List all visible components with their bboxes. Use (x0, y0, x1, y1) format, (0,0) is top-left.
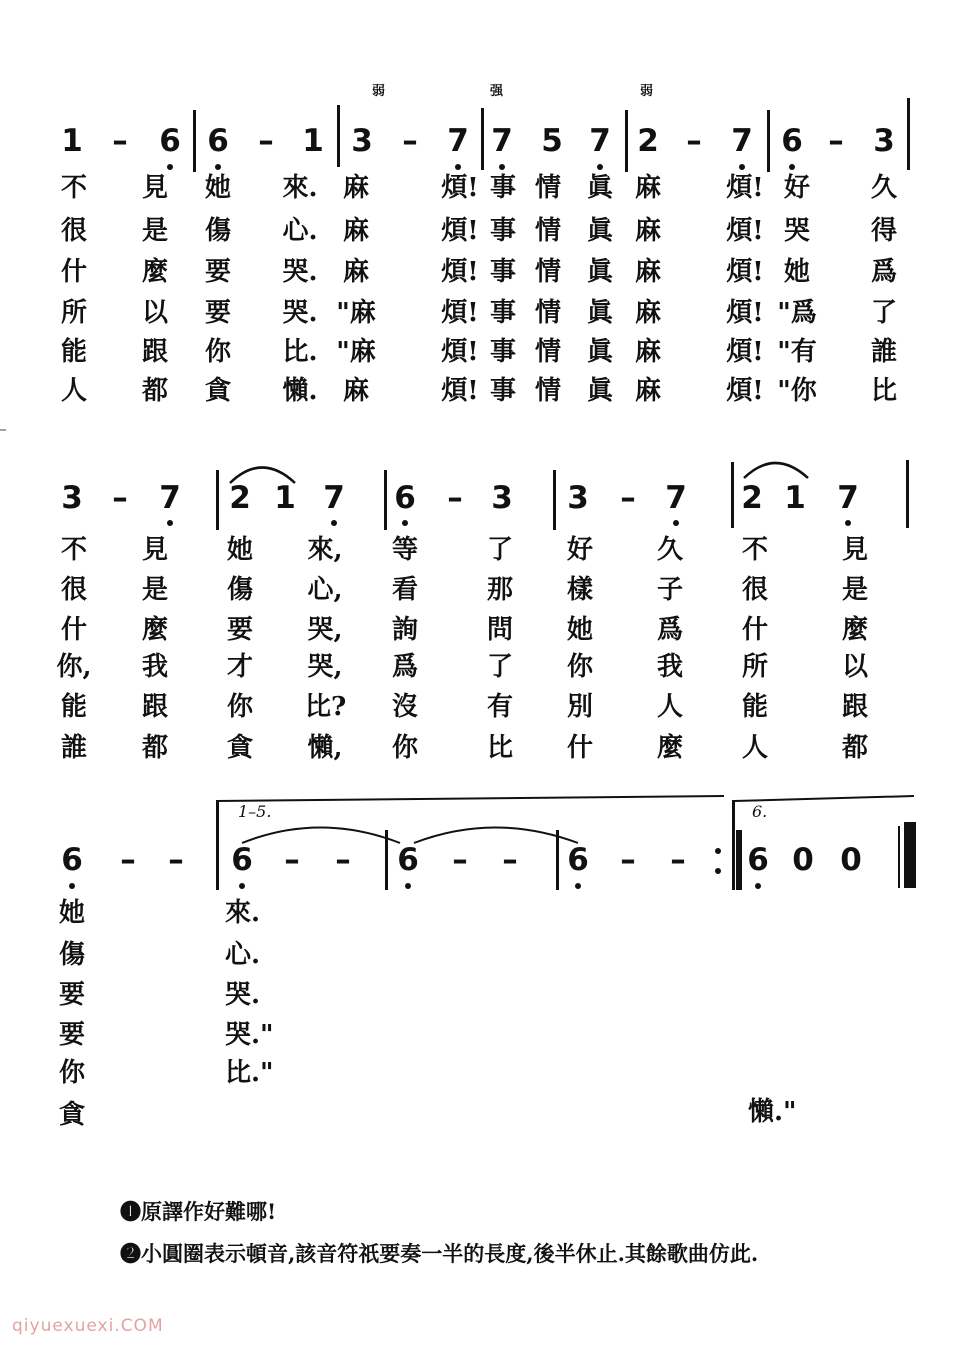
lyric: 她 (226, 535, 253, 565)
lyric: 你 (391, 733, 418, 763)
note: 3 (873, 123, 895, 159)
note: 2 (741, 480, 763, 516)
lyric: 比. (282, 337, 318, 367)
lyric: 要 (204, 257, 231, 287)
rest: 0 (840, 842, 862, 878)
lyric: 跟 (841, 692, 868, 722)
note: 3 (61, 480, 83, 516)
lyric: 麻 (634, 257, 661, 287)
lyric: 人 (741, 733, 768, 763)
lyric: 麻 (634, 173, 661, 203)
note: 7 (323, 480, 345, 516)
slur (744, 463, 808, 478)
lyric: 眞 (586, 298, 613, 328)
lyric: 煩! (726, 298, 764, 328)
lyric: 爲 (870, 257, 897, 287)
lyric: 比 (486, 733, 513, 763)
dash: – (120, 842, 136, 878)
lyric: 事 (489, 216, 516, 246)
lyric: 以 (141, 298, 168, 328)
lyric: 她 (783, 257, 810, 287)
lyric: "麻 (336, 298, 376, 328)
lyric: 懶, (307, 733, 343, 763)
note: 6 (781, 123, 803, 159)
lyric: 情 (534, 216, 561, 246)
dash: – (168, 842, 184, 878)
lyric: 不 (60, 535, 87, 565)
lyric: 她 (566, 615, 593, 645)
lyric: 麻 (634, 376, 661, 406)
lyric: 心. (225, 940, 261, 970)
dash: – (828, 123, 844, 159)
note: 3 (491, 480, 513, 516)
lyric: 都 (141, 376, 168, 406)
watermark: qiyuexuexi.COM (12, 1316, 164, 1336)
lyric: 麼 (141, 615, 168, 645)
lyric: 你 (58, 1058, 85, 1088)
slur (230, 468, 295, 484)
volta-2-line (734, 796, 914, 801)
lyric: 你 (566, 652, 593, 682)
lyric: 是 (141, 575, 168, 605)
note: 7 (159, 480, 181, 516)
lyric: 所 (60, 298, 87, 328)
note: 1 (274, 480, 296, 516)
lyric: 什 (60, 257, 87, 287)
dash: – (620, 842, 636, 878)
lyric: 傷 (58, 940, 85, 970)
dash: – (620, 480, 636, 516)
lyric: 很 (741, 575, 768, 605)
note: 7 (665, 480, 687, 516)
lyric: 爲 (391, 652, 418, 682)
dash: – (284, 842, 300, 878)
lyric: 煩! (441, 337, 479, 367)
lyric: 麼 (656, 733, 683, 763)
lyric: 哭. (225, 980, 261, 1010)
lyric: 要 (58, 1020, 85, 1050)
lyric: 懶." (748, 1097, 797, 1127)
lyric: 哭 (783, 216, 810, 246)
lyric: 煩! (441, 298, 479, 328)
lyric: 久 (656, 535, 683, 565)
lyric: 煩! (726, 257, 764, 287)
note: 6 (159, 123, 181, 159)
slur (242, 828, 400, 844)
lyric: 麻 (342, 173, 369, 203)
lyric: 麼 (141, 257, 168, 287)
lyric: 了 (486, 652, 513, 682)
lyric: 傷 (204, 216, 231, 246)
lyric: 你, (56, 652, 92, 682)
lyric: 不 (741, 535, 768, 565)
lyric: 好 (783, 173, 810, 203)
lyric: 見 (141, 173, 168, 203)
lyric: 心, (307, 575, 343, 605)
lyric: 懶. (282, 376, 318, 406)
lyric: 問 (486, 615, 513, 645)
dash: – (112, 480, 128, 516)
lyric: 什 (566, 733, 593, 763)
lyric: 來, (307, 535, 343, 565)
lyric: 她 (58, 898, 85, 928)
dash: – (452, 842, 468, 878)
lyric: 眞 (586, 376, 613, 406)
lyric: 誰 (60, 733, 87, 763)
lyric: 誰 (870, 337, 897, 367)
lyric: 什 (741, 615, 768, 645)
lyric: 是 (841, 575, 868, 605)
lyric: 事 (489, 298, 516, 328)
lyric: 要 (204, 298, 231, 328)
footnote-1 (120, 1198, 276, 1226)
lyric: 事 (489, 376, 516, 406)
lyric: 情 (534, 298, 561, 328)
note: 7 (731, 123, 753, 159)
lyric: 煩! (441, 257, 479, 287)
lyric: 等 (391, 535, 418, 565)
lyric: 眞 (586, 257, 613, 287)
lyric: 她 (204, 173, 231, 203)
lyric: 能 (741, 692, 768, 722)
dash: – (447, 480, 463, 516)
lyric: 有 (486, 692, 513, 722)
note: 7 (589, 123, 611, 159)
lyric: 麻 (342, 216, 369, 246)
lyric: 了 (486, 535, 513, 565)
note: 7 (837, 480, 859, 516)
note: 3 (351, 123, 373, 159)
lyric: 情 (534, 257, 561, 287)
lyric: 貪 (58, 1100, 85, 1130)
lyric: 人 (60, 376, 87, 406)
note: 6 (747, 842, 769, 878)
lyric: 要 (58, 980, 85, 1010)
lyric: 麻 (342, 376, 369, 406)
dash: – (686, 123, 702, 159)
lyric: 好 (566, 535, 593, 565)
footnote-2-mark: ➋ (120, 1241, 141, 1266)
lyric: 貪 (226, 733, 253, 763)
lyric: 見 (141, 535, 168, 565)
lyric: 事 (489, 257, 516, 287)
lyric: 能 (60, 337, 87, 367)
lyric: 煩! (726, 173, 764, 203)
lyric: 麻 (634, 337, 661, 367)
lyric: 我 (656, 652, 683, 682)
lyric: 眞 (586, 173, 613, 203)
lyric: 那 (486, 575, 513, 605)
footnote-2-text: 小圓圈表示頓音,該音符祇要奏一半的長度,後半休止.其餘歌曲仿此. (141, 1241, 759, 1266)
lyric: 煩! (441, 376, 479, 406)
note: 6 (567, 842, 589, 878)
dash: – (335, 842, 351, 878)
lyric: 要 (226, 615, 253, 645)
lyric: 你 (204, 337, 231, 367)
lyric: 不 (60, 173, 87, 203)
note: 1 (61, 123, 83, 159)
note: 7 (447, 123, 469, 159)
lyric: 麻 (342, 257, 369, 287)
note: 7 (491, 123, 513, 159)
lyric: 跟 (141, 337, 168, 367)
lyric: "麻 (336, 337, 376, 367)
volta-1-label: 1–5. (238, 802, 272, 821)
note: 3 (567, 480, 589, 516)
lyric: 哭. (282, 298, 318, 328)
note: 1 (784, 480, 806, 516)
lyric: 能 (60, 692, 87, 722)
note: 6 (207, 123, 229, 159)
note: 2 (229, 480, 251, 516)
lyric: 比." (225, 1058, 274, 1088)
lyric: 所 (741, 652, 768, 682)
lyric: 才 (226, 652, 253, 682)
lyric: 心. (282, 216, 318, 246)
dash: – (112, 123, 128, 159)
dash: – (258, 123, 274, 159)
lyric: 我 (141, 652, 168, 682)
lyric: 什 (60, 615, 87, 645)
lyric: 煩! (726, 376, 764, 406)
lyric: 麻 (634, 298, 661, 328)
lyric: 都 (141, 733, 168, 763)
lyric: 情 (534, 337, 561, 367)
lyric: 都 (841, 733, 868, 763)
dash: – (502, 842, 518, 878)
lyric: 別 (566, 692, 593, 722)
lyric: 傷 (226, 575, 253, 605)
lyric: 比? (305, 692, 347, 722)
lyric: 事 (489, 173, 516, 203)
footnote-1-text: 原譯作好難哪! (141, 1199, 277, 1224)
dash: – (670, 842, 686, 878)
lyric: 哭, (307, 615, 343, 645)
lyric: 情 (534, 173, 561, 203)
note: 2 (637, 123, 659, 159)
dash: – (402, 123, 418, 159)
lyric: 煩! (441, 216, 479, 246)
lyric: 事 (489, 337, 516, 367)
volta-2-label: 6. (752, 802, 768, 821)
lyric: 久 (870, 173, 897, 203)
lyric: 哭. (282, 257, 318, 287)
lyric: 麼 (841, 615, 868, 645)
lyric: 得 (870, 216, 897, 246)
lyric: 是 (141, 216, 168, 246)
lyric: "爲 (777, 298, 817, 328)
lyric: 以 (841, 652, 868, 682)
lyric: 來. (282, 173, 318, 203)
note: 6 (394, 480, 416, 516)
lyric: 很 (60, 575, 87, 605)
lyric: 眞 (586, 337, 613, 367)
lyric: 哭, (307, 652, 343, 682)
lyric: 貪 (204, 376, 231, 406)
lyric: 人 (656, 692, 683, 722)
lyric: 爲 (656, 615, 683, 645)
lyric: "有 (777, 337, 817, 367)
lyric: "你 (777, 376, 817, 406)
lyric: 比 (870, 376, 897, 406)
lyric: 煩! (726, 216, 764, 246)
lyric: 跟 (141, 692, 168, 722)
lyric: 哭." (225, 1020, 274, 1050)
footnote-2 (120, 1240, 758, 1268)
dynamic-strong: 强 (490, 84, 506, 99)
footnote-1-mark: ➊ (120, 1199, 141, 1224)
lyric: 你 (226, 692, 253, 722)
lyric: 子 (656, 575, 683, 605)
lyric: 詢 (391, 615, 418, 645)
volta-1-line (216, 796, 724, 801)
note: 6 (231, 842, 253, 878)
lyric: 看 (391, 575, 418, 605)
lyric: 見 (841, 535, 868, 565)
lyric: 來. (225, 898, 261, 928)
note: 1 (302, 123, 324, 159)
slur (414, 828, 578, 844)
lyric: 麻 (634, 216, 661, 246)
lyric: 眞 (586, 216, 613, 246)
lyric: 樣 (566, 575, 593, 605)
note: 5 (541, 123, 563, 159)
dynamic-weak-2: 弱 (640, 84, 656, 99)
lyric: 很 (60, 216, 87, 246)
dynamic-weak-1: 弱 (372, 84, 388, 99)
note: 6 (397, 842, 419, 878)
note: 6 (61, 842, 83, 878)
rest: 0 (792, 842, 814, 878)
lyric: 情 (534, 376, 561, 406)
lyric: 了 (870, 298, 897, 328)
lyric: 沒 (391, 692, 418, 722)
lyric: 煩! (441, 173, 479, 203)
lyric: 煩! (726, 337, 764, 367)
